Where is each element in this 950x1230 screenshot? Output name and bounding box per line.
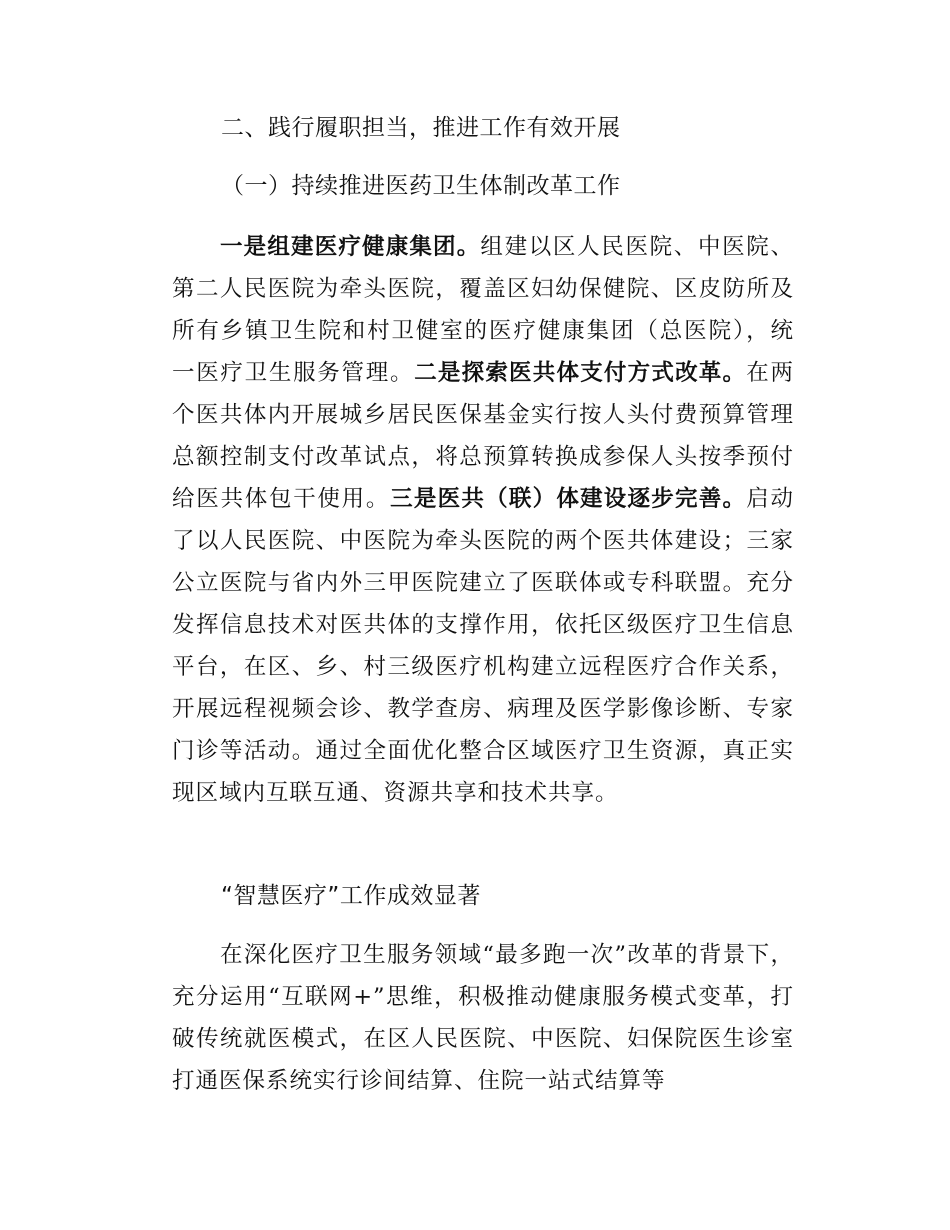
lead-phrase-3: 三是医共（联）体建设逐步完善。 — [390, 486, 747, 512]
lead-phrase-2: 二是探索医共体支付方式改革。 — [414, 360, 747, 386]
paragraph-text-3: 启动了以人民医院、中医院为牵头医院的两个医共体建设；三家公立医院与省内外三甲医院建立了医联体或专科联盟。充分发挥信息技术对医共体的支撑作用，依托区级医疗卫生信息平台，在区、乡、村三级医疗机构建立远程医疗合作关系，开展远程视频会诊、教学查房、病理及医学影像诊断、专家门诊等活动。通过全面优化整合区域医疗卫生资源，真正实现区域内互联互通、资源共享和技术共享。 — [172, 486, 794, 806]
smart-healthcare-heading: “智慧医疗”工作成效显著 — [221, 883, 481, 909]
body-paragraph-reform — [172, 226, 794, 814]
body-paragraph-smart-healthcare: 在深化医疗卫生服务领域“最多跑一次”改革的背景下，充分运用“互联网+”思维，积极推动健康服务模式变革，打破传统就医模式，在区人民医院、中医院、妇保院医生诊室打通医保系统实行诊间结算、住院一站式结算等 — [172, 942, 794, 1094]
paragraph-text-2: 在两个医共体内开展城乡居民医保基金实行按人头付费预算管理总额控制支付改革试点，将总预算转换成参保人头按季预付给医共体包干使用。 — [172, 360, 794, 512]
subsection-heading: （一）持续推进医药卫生体制改革工作 — [221, 173, 621, 199]
lead-phrase-1: 一是组建医疗健康集团。 — [220, 234, 481, 260]
paragraph-text-1: 组建以区人民医院、中医院、第二人民医院为牵头医院，覆盖区妇幼保健院、区皮防所及所有乡镇卫生院和村卫健室的医疗健康集团（总医院），统一医疗卫生服务管理。 — [172, 234, 794, 386]
section-heading: 二、践行履职担当，推进工作有效开展 — [221, 115, 621, 141]
